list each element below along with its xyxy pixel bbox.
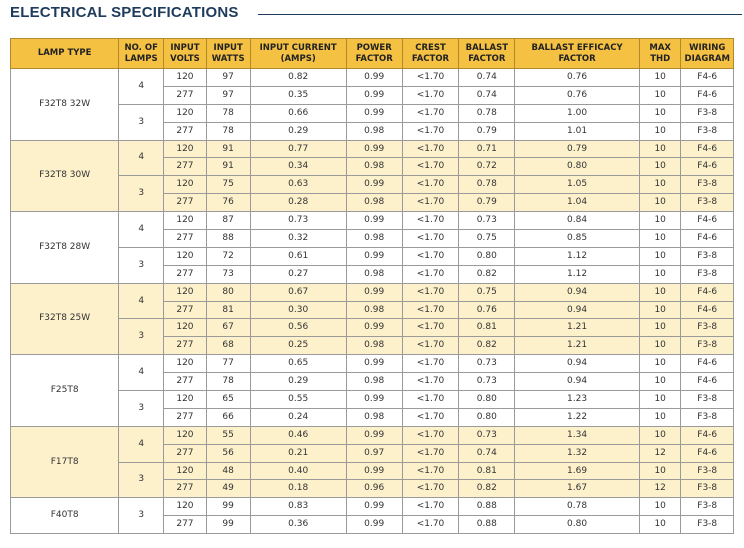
input-current-cell: 0.77: [250, 140, 346, 158]
wiring-diagram-cell: F3-8: [681, 122, 734, 140]
table-row: [11, 426, 734, 444]
power-factor-cell: 0.99: [346, 516, 402, 534]
electrical-specs-table: [10, 38, 734, 534]
input-current-cell: 0.36: [250, 516, 346, 534]
max-thd-cell: 10: [639, 408, 681, 426]
table-row: [11, 391, 734, 409]
ballast-factor-cell: 0.82: [459, 480, 515, 498]
lamp-count-cell: 4: [119, 140, 164, 176]
max-thd-cell: 10: [639, 283, 681, 301]
table-row: [11, 498, 734, 516]
lamp-count-cell: 3: [119, 462, 164, 498]
input-watts-cell: 91: [206, 158, 250, 176]
input-current-cell: 0.25: [250, 337, 346, 355]
crest-factor-cell: <1.70: [402, 319, 459, 337]
table-row: [11, 140, 734, 158]
crest-factor-cell: <1.70: [402, 104, 459, 122]
max-thd-cell: 10: [639, 247, 681, 265]
input-volts-cell: 120: [164, 104, 207, 122]
input-volts-cell: 120: [164, 247, 207, 265]
input-watts-cell: 49: [206, 480, 250, 498]
wiring-diagram-cell: F3-8: [681, 462, 734, 480]
wiring-diagram-cell: F3-8: [681, 176, 734, 194]
power-factor-cell: 0.99: [346, 355, 402, 373]
ballast-efficacy-cell: 1.21: [515, 319, 640, 337]
lamp-type-cell: F32T8 32W: [11, 69, 119, 141]
wiring-diagram-cell: F3-8: [681, 265, 734, 283]
ballast-efficacy-cell: 1.69: [515, 462, 640, 480]
ballast-efficacy-cell: 0.85: [515, 230, 640, 248]
table-row: [11, 355, 734, 373]
wiring-diagram-cell: F4-6: [681, 86, 734, 104]
input-watts-cell: 78: [206, 373, 250, 391]
max-thd-cell: 12: [639, 480, 681, 498]
column-header: WIRING DIAGRAM: [681, 39, 734, 69]
power-factor-cell: 0.99: [346, 426, 402, 444]
max-thd-cell: 12: [639, 444, 681, 462]
ballast-factor-cell: 0.75: [459, 230, 515, 248]
column-header: BALLAST EFFICACY FACTOR: [515, 39, 640, 69]
power-factor-cell: 0.99: [346, 86, 402, 104]
column-header: INPUT CURRENT (AMPS): [250, 39, 346, 69]
ballast-factor-cell: 0.88: [459, 516, 515, 534]
input-watts-cell: 81: [206, 301, 250, 319]
ballast-efficacy-cell: 1.67: [515, 480, 640, 498]
input-current-cell: 0.27: [250, 265, 346, 283]
power-factor-cell: 0.96: [346, 480, 402, 498]
wiring-diagram-cell: F4-6: [681, 69, 734, 87]
max-thd-cell: 10: [639, 265, 681, 283]
wiring-diagram-cell: F4-6: [681, 355, 734, 373]
ballast-efficacy-cell: 0.76: [515, 86, 640, 104]
ballast-factor-cell: 0.81: [459, 462, 515, 480]
lamp-count-cell: 3: [119, 498, 164, 534]
table-row: [11, 104, 734, 122]
power-factor-cell: 0.99: [346, 212, 402, 230]
input-volts-cell: 120: [164, 498, 207, 516]
power-factor-cell: 0.98: [346, 122, 402, 140]
lamp-count-cell: 4: [119, 426, 164, 462]
max-thd-cell: 10: [639, 158, 681, 176]
max-thd-cell: 10: [639, 212, 681, 230]
max-thd-cell: 10: [639, 426, 681, 444]
ballast-factor-cell: 0.80: [459, 247, 515, 265]
max-thd-cell: 10: [639, 69, 681, 87]
input-watts-cell: 99: [206, 516, 250, 534]
wiring-diagram-cell: F4-6: [681, 140, 734, 158]
crest-factor-cell: <1.70: [402, 444, 459, 462]
input-volts-cell: 277: [164, 158, 207, 176]
input-volts-cell: 120: [164, 462, 207, 480]
ballast-efficacy-cell: 1.23: [515, 391, 640, 409]
ballast-factor-cell: 0.75: [459, 283, 515, 301]
input-volts-cell: 277: [164, 122, 207, 140]
wiring-diagram-cell: F3-8: [681, 194, 734, 212]
ballast-efficacy-cell: 0.80: [515, 158, 640, 176]
input-current-cell: 0.28: [250, 194, 346, 212]
input-volts-cell: 277: [164, 516, 207, 534]
input-watts-cell: 80: [206, 283, 250, 301]
ballast-efficacy-cell: 1.05: [515, 176, 640, 194]
power-factor-cell: 0.99: [346, 104, 402, 122]
crest-factor-cell: <1.70: [402, 140, 459, 158]
input-current-cell: 0.30: [250, 301, 346, 319]
ballast-factor-cell: 0.88: [459, 498, 515, 516]
power-factor-cell: 0.98: [346, 373, 402, 391]
input-watts-cell: 91: [206, 140, 250, 158]
lamp-count-cell: 3: [119, 319, 164, 355]
input-current-cell: 0.40: [250, 462, 346, 480]
lamp-type-cell: F25T8: [11, 355, 119, 427]
input-volts-cell: 277: [164, 408, 207, 426]
input-volts-cell: 120: [164, 140, 207, 158]
input-volts-cell: 120: [164, 69, 207, 87]
max-thd-cell: 10: [639, 355, 681, 373]
crest-factor-cell: <1.70: [402, 462, 459, 480]
input-current-cell: 0.66: [250, 104, 346, 122]
input-watts-cell: 77: [206, 355, 250, 373]
ballast-factor-cell: 0.73: [459, 373, 515, 391]
max-thd-cell: 10: [639, 194, 681, 212]
input-volts-cell: 120: [164, 176, 207, 194]
wiring-diagram-cell: F4-6: [681, 301, 734, 319]
input-current-cell: 0.73: [250, 212, 346, 230]
crest-factor-cell: <1.70: [402, 176, 459, 194]
crest-factor-cell: <1.70: [402, 265, 459, 283]
input-volts-cell: 120: [164, 391, 207, 409]
wiring-diagram-cell: F3-8: [681, 480, 734, 498]
power-factor-cell: 0.99: [346, 176, 402, 194]
table-row: [11, 212, 734, 230]
max-thd-cell: 10: [639, 230, 681, 248]
max-thd-cell: 10: [639, 122, 681, 140]
wiring-diagram-cell: F4-6: [681, 283, 734, 301]
input-current-cell: 0.56: [250, 319, 346, 337]
lamp-count-cell: 3: [119, 391, 164, 427]
power-factor-cell: 0.99: [346, 462, 402, 480]
wiring-diagram-cell: F3-8: [681, 391, 734, 409]
wiring-diagram-cell: F3-8: [681, 516, 734, 534]
power-factor-cell: 0.98: [346, 265, 402, 283]
ballast-factor-cell: 0.71: [459, 140, 515, 158]
ballast-factor-cell: 0.78: [459, 104, 515, 122]
lamp-count-cell: 4: [119, 69, 164, 105]
ballast-efficacy-cell: 0.94: [515, 373, 640, 391]
input-current-cell: 0.83: [250, 498, 346, 516]
input-current-cell: 0.29: [250, 122, 346, 140]
crest-factor-cell: <1.70: [402, 337, 459, 355]
ballast-efficacy-cell: 1.32: [515, 444, 640, 462]
page-title: ELECTRICAL SPECIFICATIONS: [10, 4, 239, 21]
crest-factor-cell: <1.70: [402, 480, 459, 498]
power-factor-cell: 0.99: [346, 498, 402, 516]
ballast-efficacy-cell: 0.78: [515, 498, 640, 516]
ballast-factor-cell: 0.74: [459, 86, 515, 104]
ballast-efficacy-cell: 0.80: [515, 516, 640, 534]
ballast-factor-cell: 0.74: [459, 444, 515, 462]
max-thd-cell: 10: [639, 104, 681, 122]
max-thd-cell: 10: [639, 516, 681, 534]
crest-factor-cell: <1.70: [402, 158, 459, 176]
crest-factor-cell: <1.70: [402, 498, 459, 516]
wiring-diagram-cell: F3-8: [681, 337, 734, 355]
wiring-diagram-cell: F4-6: [681, 158, 734, 176]
wiring-diagram-cell: F3-8: [681, 498, 734, 516]
input-volts-cell: 277: [164, 373, 207, 391]
ballast-efficacy-cell: 1.01: [515, 122, 640, 140]
ballast-factor-cell: 0.78: [459, 176, 515, 194]
input-volts-cell: 120: [164, 319, 207, 337]
input-current-cell: 0.67: [250, 283, 346, 301]
crest-factor-cell: <1.70: [402, 230, 459, 248]
crest-factor-cell: <1.70: [402, 301, 459, 319]
input-watts-cell: 72: [206, 247, 250, 265]
power-factor-cell: 0.99: [346, 140, 402, 158]
input-current-cell: 0.63: [250, 176, 346, 194]
column-header: NO. OF LAMPS: [119, 39, 164, 69]
ballast-factor-cell: 0.82: [459, 337, 515, 355]
ballast-factor-cell: 0.73: [459, 212, 515, 230]
ballast-factor-cell: 0.80: [459, 408, 515, 426]
ballast-factor-cell: 0.79: [459, 122, 515, 140]
ballast-factor-cell: 0.72: [459, 158, 515, 176]
wiring-diagram-cell: F3-8: [681, 247, 734, 265]
ballast-efficacy-cell: 0.79: [515, 140, 640, 158]
input-volts-cell: 277: [164, 194, 207, 212]
crest-factor-cell: <1.70: [402, 69, 459, 87]
power-factor-cell: 0.99: [346, 391, 402, 409]
max-thd-cell: 10: [639, 176, 681, 194]
table-row: [11, 462, 734, 480]
power-factor-cell: 0.98: [346, 337, 402, 355]
max-thd-cell: 10: [639, 140, 681, 158]
table-row: [11, 319, 734, 337]
max-thd-cell: 10: [639, 498, 681, 516]
input-watts-cell: 68: [206, 337, 250, 355]
column-header: CREST FACTOR: [402, 39, 459, 69]
crest-factor-cell: <1.70: [402, 247, 459, 265]
table-row: [11, 69, 734, 87]
ballast-factor-cell: 0.79: [459, 194, 515, 212]
ballast-efficacy-cell: 1.21: [515, 337, 640, 355]
ballast-efficacy-cell: 1.34: [515, 426, 640, 444]
power-factor-cell: 0.99: [346, 247, 402, 265]
power-factor-cell: 0.98: [346, 158, 402, 176]
lamp-type-cell: F32T8 28W: [11, 212, 119, 284]
input-current-cell: 0.55: [250, 391, 346, 409]
max-thd-cell: 10: [639, 301, 681, 319]
input-watts-cell: 97: [206, 69, 250, 87]
power-factor-cell: 0.98: [346, 301, 402, 319]
power-factor-cell: 0.99: [346, 283, 402, 301]
power-factor-cell: 0.99: [346, 319, 402, 337]
power-factor-cell: 0.99: [346, 69, 402, 87]
input-watts-cell: 55: [206, 426, 250, 444]
input-volts-cell: 277: [164, 480, 207, 498]
max-thd-cell: 10: [639, 373, 681, 391]
lamp-type-cell: F17T8: [11, 426, 119, 498]
input-current-cell: 0.65: [250, 355, 346, 373]
input-watts-cell: 88: [206, 230, 250, 248]
crest-factor-cell: <1.70: [402, 122, 459, 140]
input-watts-cell: 48: [206, 462, 250, 480]
wiring-diagram-cell: F3-8: [681, 104, 734, 122]
input-volts-cell: 277: [164, 301, 207, 319]
max-thd-cell: 10: [639, 462, 681, 480]
input-current-cell: 0.18: [250, 480, 346, 498]
power-factor-cell: 0.97: [346, 444, 402, 462]
ballast-efficacy-cell: 0.94: [515, 355, 640, 373]
input-watts-cell: 99: [206, 498, 250, 516]
wiring-diagram-cell: F3-8: [681, 319, 734, 337]
input-watts-cell: 65: [206, 391, 250, 409]
wiring-diagram-cell: F4-6: [681, 230, 734, 248]
crest-factor-cell: <1.70: [402, 194, 459, 212]
crest-factor-cell: <1.70: [402, 516, 459, 534]
ballast-efficacy-cell: 1.04: [515, 194, 640, 212]
table-header-row: [11, 39, 734, 69]
crest-factor-cell: <1.70: [402, 426, 459, 444]
column-header: BALLAST FACTOR: [459, 39, 515, 69]
ballast-factor-cell: 0.74: [459, 69, 515, 87]
max-thd-cell: 10: [639, 86, 681, 104]
lamp-type-cell: F32T8 25W: [11, 283, 119, 355]
input-volts-cell: 120: [164, 283, 207, 301]
lamp-count-cell: 4: [119, 283, 164, 319]
crest-factor-cell: <1.70: [402, 86, 459, 104]
input-current-cell: 0.29: [250, 373, 346, 391]
input-current-cell: 0.34: [250, 158, 346, 176]
crest-factor-cell: <1.70: [402, 355, 459, 373]
input-watts-cell: 73: [206, 265, 250, 283]
lamp-count-cell: 4: [119, 212, 164, 248]
crest-factor-cell: <1.70: [402, 212, 459, 230]
wiring-diagram-cell: F3-8: [681, 408, 734, 426]
input-volts-cell: 277: [164, 265, 207, 283]
wiring-diagram-cell: F4-6: [681, 212, 734, 230]
column-header: MAX THD: [639, 39, 681, 69]
ballast-factor-cell: 0.73: [459, 426, 515, 444]
input-watts-cell: 78: [206, 122, 250, 140]
crest-factor-cell: <1.70: [402, 373, 459, 391]
input-watts-cell: 97: [206, 86, 250, 104]
table-row: [11, 283, 734, 301]
input-current-cell: 0.24: [250, 408, 346, 426]
power-factor-cell: 0.98: [346, 230, 402, 248]
column-header: LAMP TYPE: [11, 39, 119, 69]
crest-factor-cell: <1.70: [402, 283, 459, 301]
input-current-cell: 0.61: [250, 247, 346, 265]
input-current-cell: 0.35: [250, 86, 346, 104]
input-current-cell: 0.46: [250, 426, 346, 444]
input-volts-cell: 120: [164, 355, 207, 373]
lamp-count-cell: 3: [119, 247, 164, 283]
input-volts-cell: 120: [164, 212, 207, 230]
column-header: INPUT VOLTS: [164, 39, 207, 69]
input-watts-cell: 87: [206, 212, 250, 230]
ballast-efficacy-cell: 0.84: [515, 212, 640, 230]
lamp-count-cell: 3: [119, 176, 164, 212]
ballast-efficacy-cell: 1.12: [515, 247, 640, 265]
input-watts-cell: 66: [206, 408, 250, 426]
crest-factor-cell: <1.70: [402, 391, 459, 409]
input-watts-cell: 75: [206, 176, 250, 194]
table-body: [11, 69, 734, 534]
ballast-factor-cell: 0.82: [459, 265, 515, 283]
input-current-cell: 0.32: [250, 230, 346, 248]
table-row: [11, 247, 734, 265]
max-thd-cell: 10: [639, 319, 681, 337]
ballast-efficacy-cell: 1.00: [515, 104, 640, 122]
crest-factor-cell: <1.70: [402, 408, 459, 426]
max-thd-cell: 10: [639, 391, 681, 409]
input-volts-cell: 277: [164, 230, 207, 248]
ballast-factor-cell: 0.76: [459, 301, 515, 319]
max-thd-cell: 10: [639, 337, 681, 355]
input-watts-cell: 56: [206, 444, 250, 462]
lamp-type-cell: F40T8: [11, 498, 119, 534]
title-rule: [258, 14, 742, 15]
ballast-factor-cell: 0.73: [459, 355, 515, 373]
input-current-cell: 0.21: [250, 444, 346, 462]
input-volts-cell: 277: [164, 86, 207, 104]
input-volts-cell: 120: [164, 426, 207, 444]
page-header: [10, 4, 734, 26]
lamp-count-cell: 3: [119, 104, 164, 140]
ballast-efficacy-cell: 0.94: [515, 301, 640, 319]
wiring-diagram-cell: F4-6: [681, 373, 734, 391]
input-current-cell: 0.82: [250, 69, 346, 87]
ballast-efficacy-cell: 1.12: [515, 265, 640, 283]
ballast-factor-cell: 0.80: [459, 391, 515, 409]
input-watts-cell: 76: [206, 194, 250, 212]
wiring-diagram-cell: F4-6: [681, 426, 734, 444]
ballast-factor-cell: 0.81: [459, 319, 515, 337]
ballast-efficacy-cell: 1.22: [515, 408, 640, 426]
power-factor-cell: 0.98: [346, 194, 402, 212]
ballast-efficacy-cell: 0.94: [515, 283, 640, 301]
wiring-diagram-cell: F4-6: [681, 444, 734, 462]
input-watts-cell: 67: [206, 319, 250, 337]
input-volts-cell: 277: [164, 444, 207, 462]
input-volts-cell: 277: [164, 337, 207, 355]
column-header: POWER FACTOR: [346, 39, 402, 69]
ballast-efficacy-cell: 0.76: [515, 69, 640, 87]
table-row: [11, 176, 734, 194]
column-header: INPUT WATTS: [206, 39, 250, 69]
lamp-count-cell: 4: [119, 355, 164, 391]
input-watts-cell: 78: [206, 104, 250, 122]
lamp-type-cell: F32T8 30W: [11, 140, 119, 212]
power-factor-cell: 0.98: [346, 408, 402, 426]
